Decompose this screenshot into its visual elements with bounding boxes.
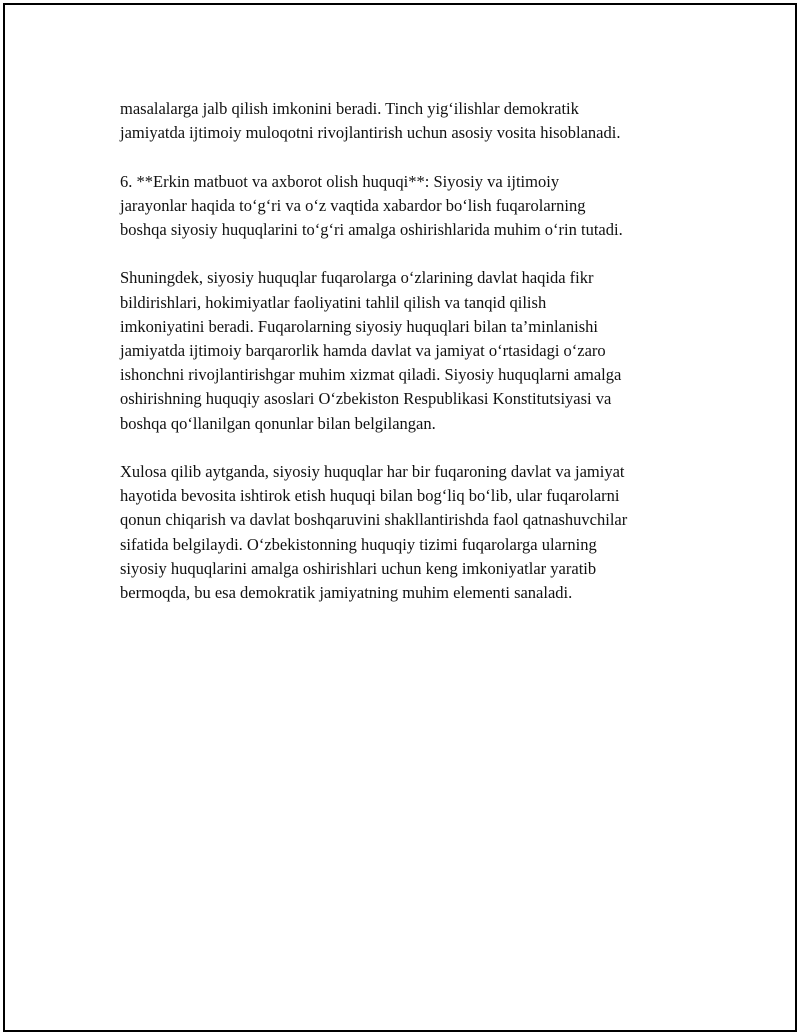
text-line: Xulosa qilib aytganda, siyosiy huquqlar har bir fuqaroning davlat va jamiyat — [120, 462, 625, 481]
text-line: sifatida belgilaydi. O‘zbekistonning huquqiy tizimi fuqarolarga ularning — [120, 534, 597, 554]
text-line: masalalarga jalb qilish imkonini beradi. Tinch yig‘ilishlar demokratik — [120, 99, 579, 118]
document-page — [3, 3, 797, 1032]
paragraph-1 — [120, 97, 720, 145]
text-line: jamiyatda ijtimoiy barqarorlik hamda davlat va jamiyat o‘rtasidagi o‘zaro — [120, 341, 606, 360]
text-line: siyosiy huquqlarini amalga oshirishlari uchun keng imkoniyatlar yaratib — [120, 558, 597, 578]
text-line: hayotida bevosita ishtirok etish huquqi bilan bog‘liq bo‘lib, ular fuqarolarni — [120, 486, 620, 506]
text-line: imkoniyatini beradi. Fuqarolarning siyosiy huquqlari bilan ta’minlanishi — [120, 316, 598, 336]
paragraph-3 — [120, 266, 720, 435]
text-line: 6. **Erkin matbuot va axborot olish huquqi**: Siyosiy va ijtimoiy — [120, 171, 560, 191]
text-line: boshqa siyosiy huquqlarini to‘g‘ri amalga oshirishlarida muhim o‘rin tutadi. — [120, 220, 623, 239]
text-line: jarayonlar haqida to‘g‘ri va o‘z vaqtida xabardor bo‘lish fuqarolarning — [120, 195, 586, 215]
text-line: boshqa qo‘llanilgan qonunlar bilan belgilangan. — [120, 413, 436, 433]
text-line: jamiyatda ijtimoiy muloqotni rivojlantirish uchun asosiy vosita hisoblanadi. — [120, 123, 621, 143]
text-line: bildirishlari, hokimiyatlar faoliyatini tahlil qilish va tanqid qilish — [120, 292, 547, 312]
text-line: qonun chiqarish va davlat boshqaruvini shakllantirishda faol qatnashuvchilar — [120, 510, 628, 530]
text-line: ishonchni rivojlantirishgar muhim xizmat qiladi. Siyosiy huquqlarni amalga — [120, 365, 622, 385]
paragraph-4 — [120, 460, 720, 605]
text-line: Shuningdek, siyosiy huquqlar fuqarolarga o‘zlarining davlat haqida fikr — [120, 268, 594, 288]
paragraph-2 — [120, 170, 720, 243]
text-line: bermoqda, bu esa demokratik jamiyatning muhim elementi sanaladi. — [120, 583, 573, 603]
document-body — [120, 97, 720, 629]
text-line: oshirishning huquqiy asoslari O‘zbekiston Respublikasi Konstitutsiyasi va — [120, 389, 612, 409]
